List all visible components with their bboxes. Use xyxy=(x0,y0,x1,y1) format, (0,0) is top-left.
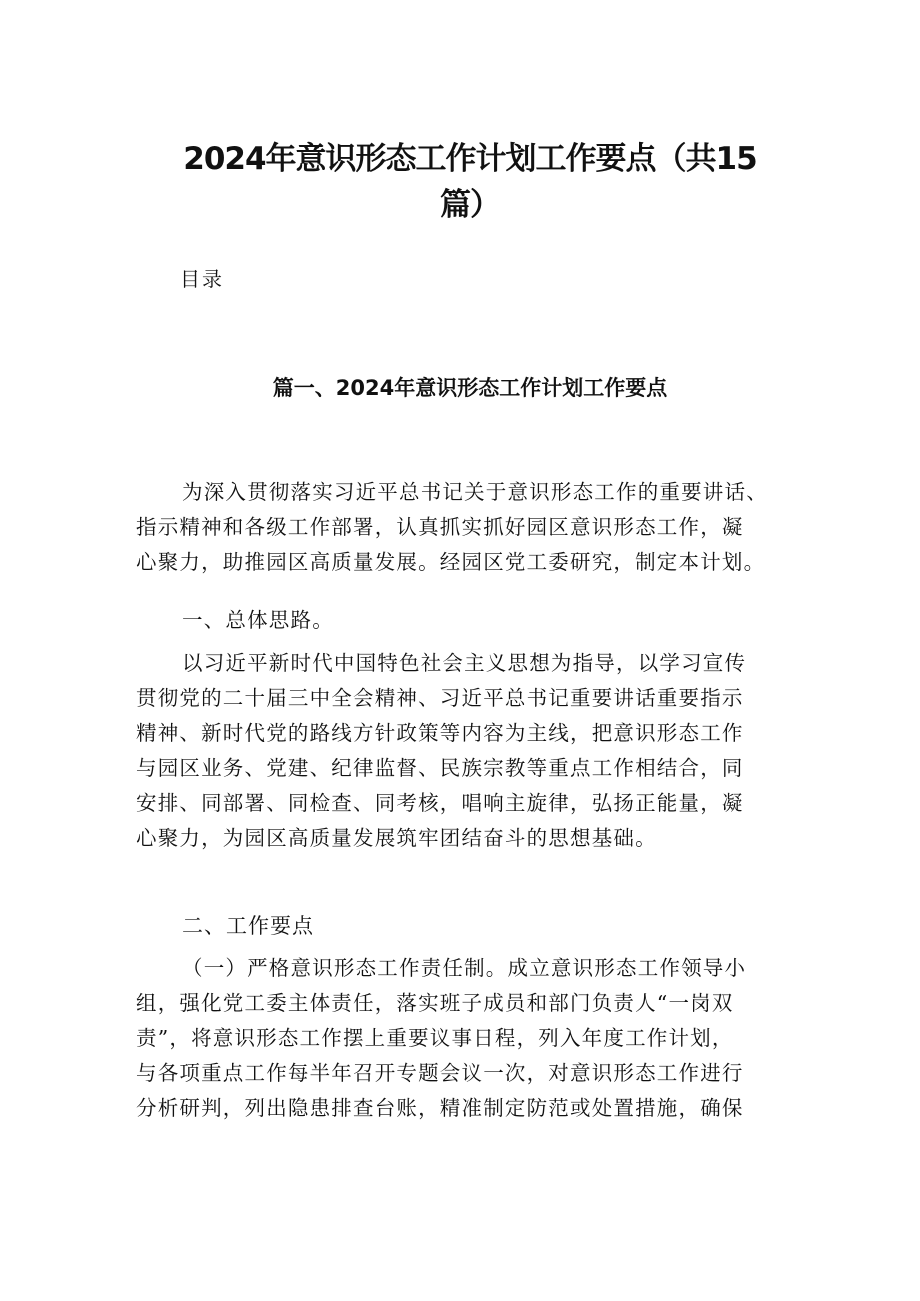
paragraph-line: 以习近平新时代中国特色社会主义思想为指导，以学习宣传 xyxy=(182,651,747,675)
paragraph-line: 分析研判，列出隐患排查台账，精准制定防范或处置措施，确保 xyxy=(136,1096,744,1120)
document-title-line-1: 2024年意识形态工作计划工作要点（共15 xyxy=(183,141,757,177)
paragraph-line: 心聚力，为园区高质量发展筑牢团结奋斗的思想基础。 xyxy=(136,826,657,850)
intro-paragraph xyxy=(136,475,791,580)
paragraph-line: 责”，将意识形态工作摆上重要议事日程，列入年度工作计划， xyxy=(136,1026,734,1050)
section-title: 篇一、2024年意识形态工作计划工作要点 xyxy=(272,376,668,400)
paragraph-line: 组，强化党工委主体责任，落实班子成员和部门负责人“一岗双 xyxy=(136,991,734,1015)
paragraph-line: 与园区业务、党建、纪律监督、民族宗教等重点工作相结合，同 xyxy=(136,756,744,780)
paragraph-line: 指示精神和各级工作部署，认真抓实抓好园区意识形态工作，凝 xyxy=(136,515,744,539)
paragraph-line: 精神、新时代党的路线方针政策等内容为主线，把意识形态工作 xyxy=(136,721,744,745)
paragraph-line: 心聚力，助推园区高质量发展。经园区党工委研究，制定本计划。 xyxy=(136,550,766,574)
paragraph-line: 为深入贯彻落实习近平总书记关于意识形态工作的重要讲话、 xyxy=(182,480,768,504)
paragraph-line: （一）严格意识形态工作责任制。成立意识形态工作领导小 xyxy=(182,956,747,980)
document-title-line-2: 篇） xyxy=(440,187,500,223)
paragraph-line: 贯彻党的二十届三中全会精神、习近平总书记重要讲话重要指示 xyxy=(136,686,744,710)
overall-approach-paragraph xyxy=(136,646,791,856)
document-title xyxy=(160,136,780,228)
table-of-contents-label: 目录 xyxy=(180,267,224,291)
work-points-paragraph xyxy=(136,951,791,1126)
paragraph-line: 与各项重点工作每半年召开专题会议一次，对意识形态工作进行 xyxy=(136,1061,744,1085)
heading-overall-approach: 一、总体思路。 xyxy=(182,608,334,632)
paragraph-line: 安排、同部署、同检查、同考核，唱响主旋律，弘扬正能量，凝 xyxy=(136,791,744,815)
heading-work-points: 二、工作要点 xyxy=(182,914,314,938)
